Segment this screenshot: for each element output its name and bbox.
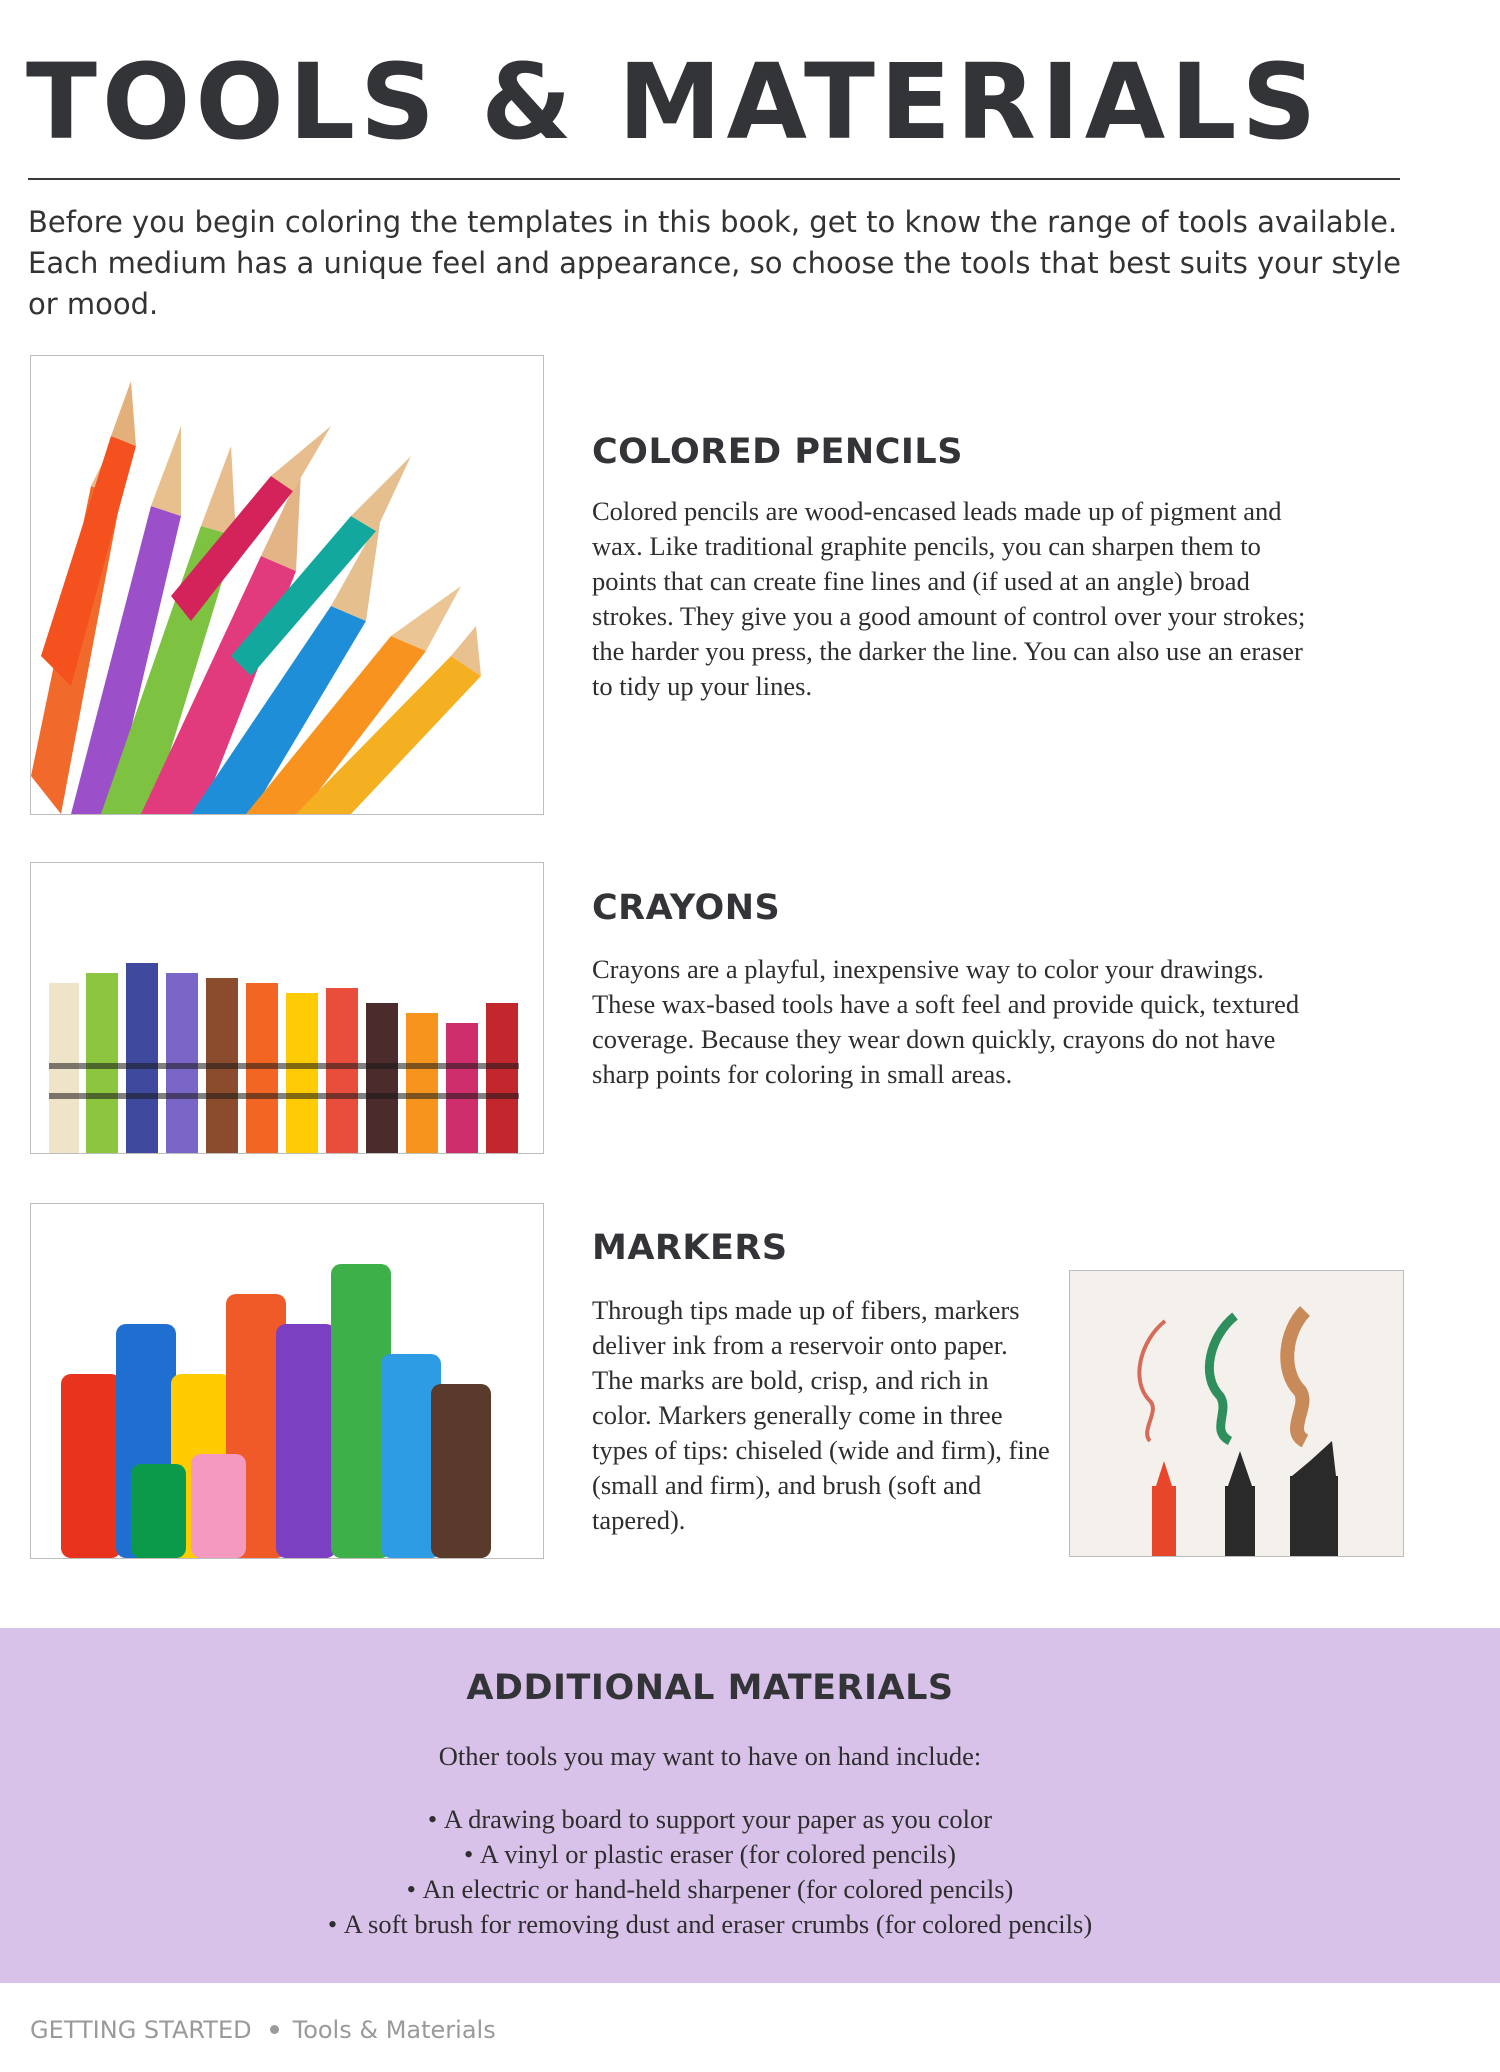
- page-footer: [30, 2016, 496, 2044]
- markers-heading: MARKERS: [592, 1228, 788, 1268]
- crayons-photo: [30, 862, 544, 1154]
- additional-materials-panel: [0, 1628, 1500, 1983]
- footer-page-name: Tools & Materials: [292, 2016, 496, 2044]
- markers-text: Through tips made up of fibers, markers deliver ink from a reservoir onto paper. The marks are bold, crisp, and rich in color. Markers generally come in three types of tips: chiseled (wide and firm), fine (small and firm), and brush (soft and tapered).: [592, 1295, 1050, 1535]
- crayons-heading: CRAYONS: [592, 888, 781, 928]
- marker-strokes-photo: [1069, 1270, 1404, 1557]
- markers-photo: [30, 1203, 544, 1559]
- page-title: TOOLS & MATERIALS: [26, 41, 1322, 163]
- list-item: • An electric or hand-held sharpener (for colored pencils): [0, 1872, 1420, 1907]
- colored-pencils-photo: [30, 355, 544, 815]
- additional-materials-intro: Other tools you may want to have on hand include:: [438, 1741, 982, 1771]
- bullet-icon: [270, 2025, 279, 2034]
- list-item: • A soft brush for removing dust and eraser crumbs (for colored pencils): [0, 1907, 1420, 1942]
- title-divider: [28, 178, 1400, 180]
- colored-pencils-heading: COLORED PENCILS: [592, 432, 963, 472]
- additional-materials-list: [0, 1802, 1420, 1942]
- intro-paragraph: Before you begin coloring the templates in this book, get to know the range of tools available. Each medium has a unique feel and appearance, so choose the tools that best suits your style or mood.: [28, 205, 1401, 321]
- crayons-text: Crayons are a playful, inexpensive way to color your drawings. These wax-based tools have a soft feel and provide quick, textured coverage. Because they wear down quickly, crayons do not have sharp points for coloring in small areas.: [592, 954, 1300, 1089]
- list-item: • A drawing board to support your paper as you color: [0, 1802, 1420, 1837]
- colored-pencils-text: Colored pencils are wood-encased leads made up of pigment and wax. Like traditional graphite pencils, you can sharpen them to points that can create fine lines and (if used at an angle) broad strokes. They give you a good amount of control over your strokes; the harder you press, the darker the line. You can also use an eraser to tidy up your lines.: [592, 496, 1306, 701]
- footer-section: GETTING STARTED: [30, 2016, 252, 2044]
- list-item: • A vinyl or plastic eraser (for colored pencils): [0, 1837, 1420, 1872]
- additional-materials-heading: ADDITIONAL MATERIALS: [466, 1668, 954, 1708]
